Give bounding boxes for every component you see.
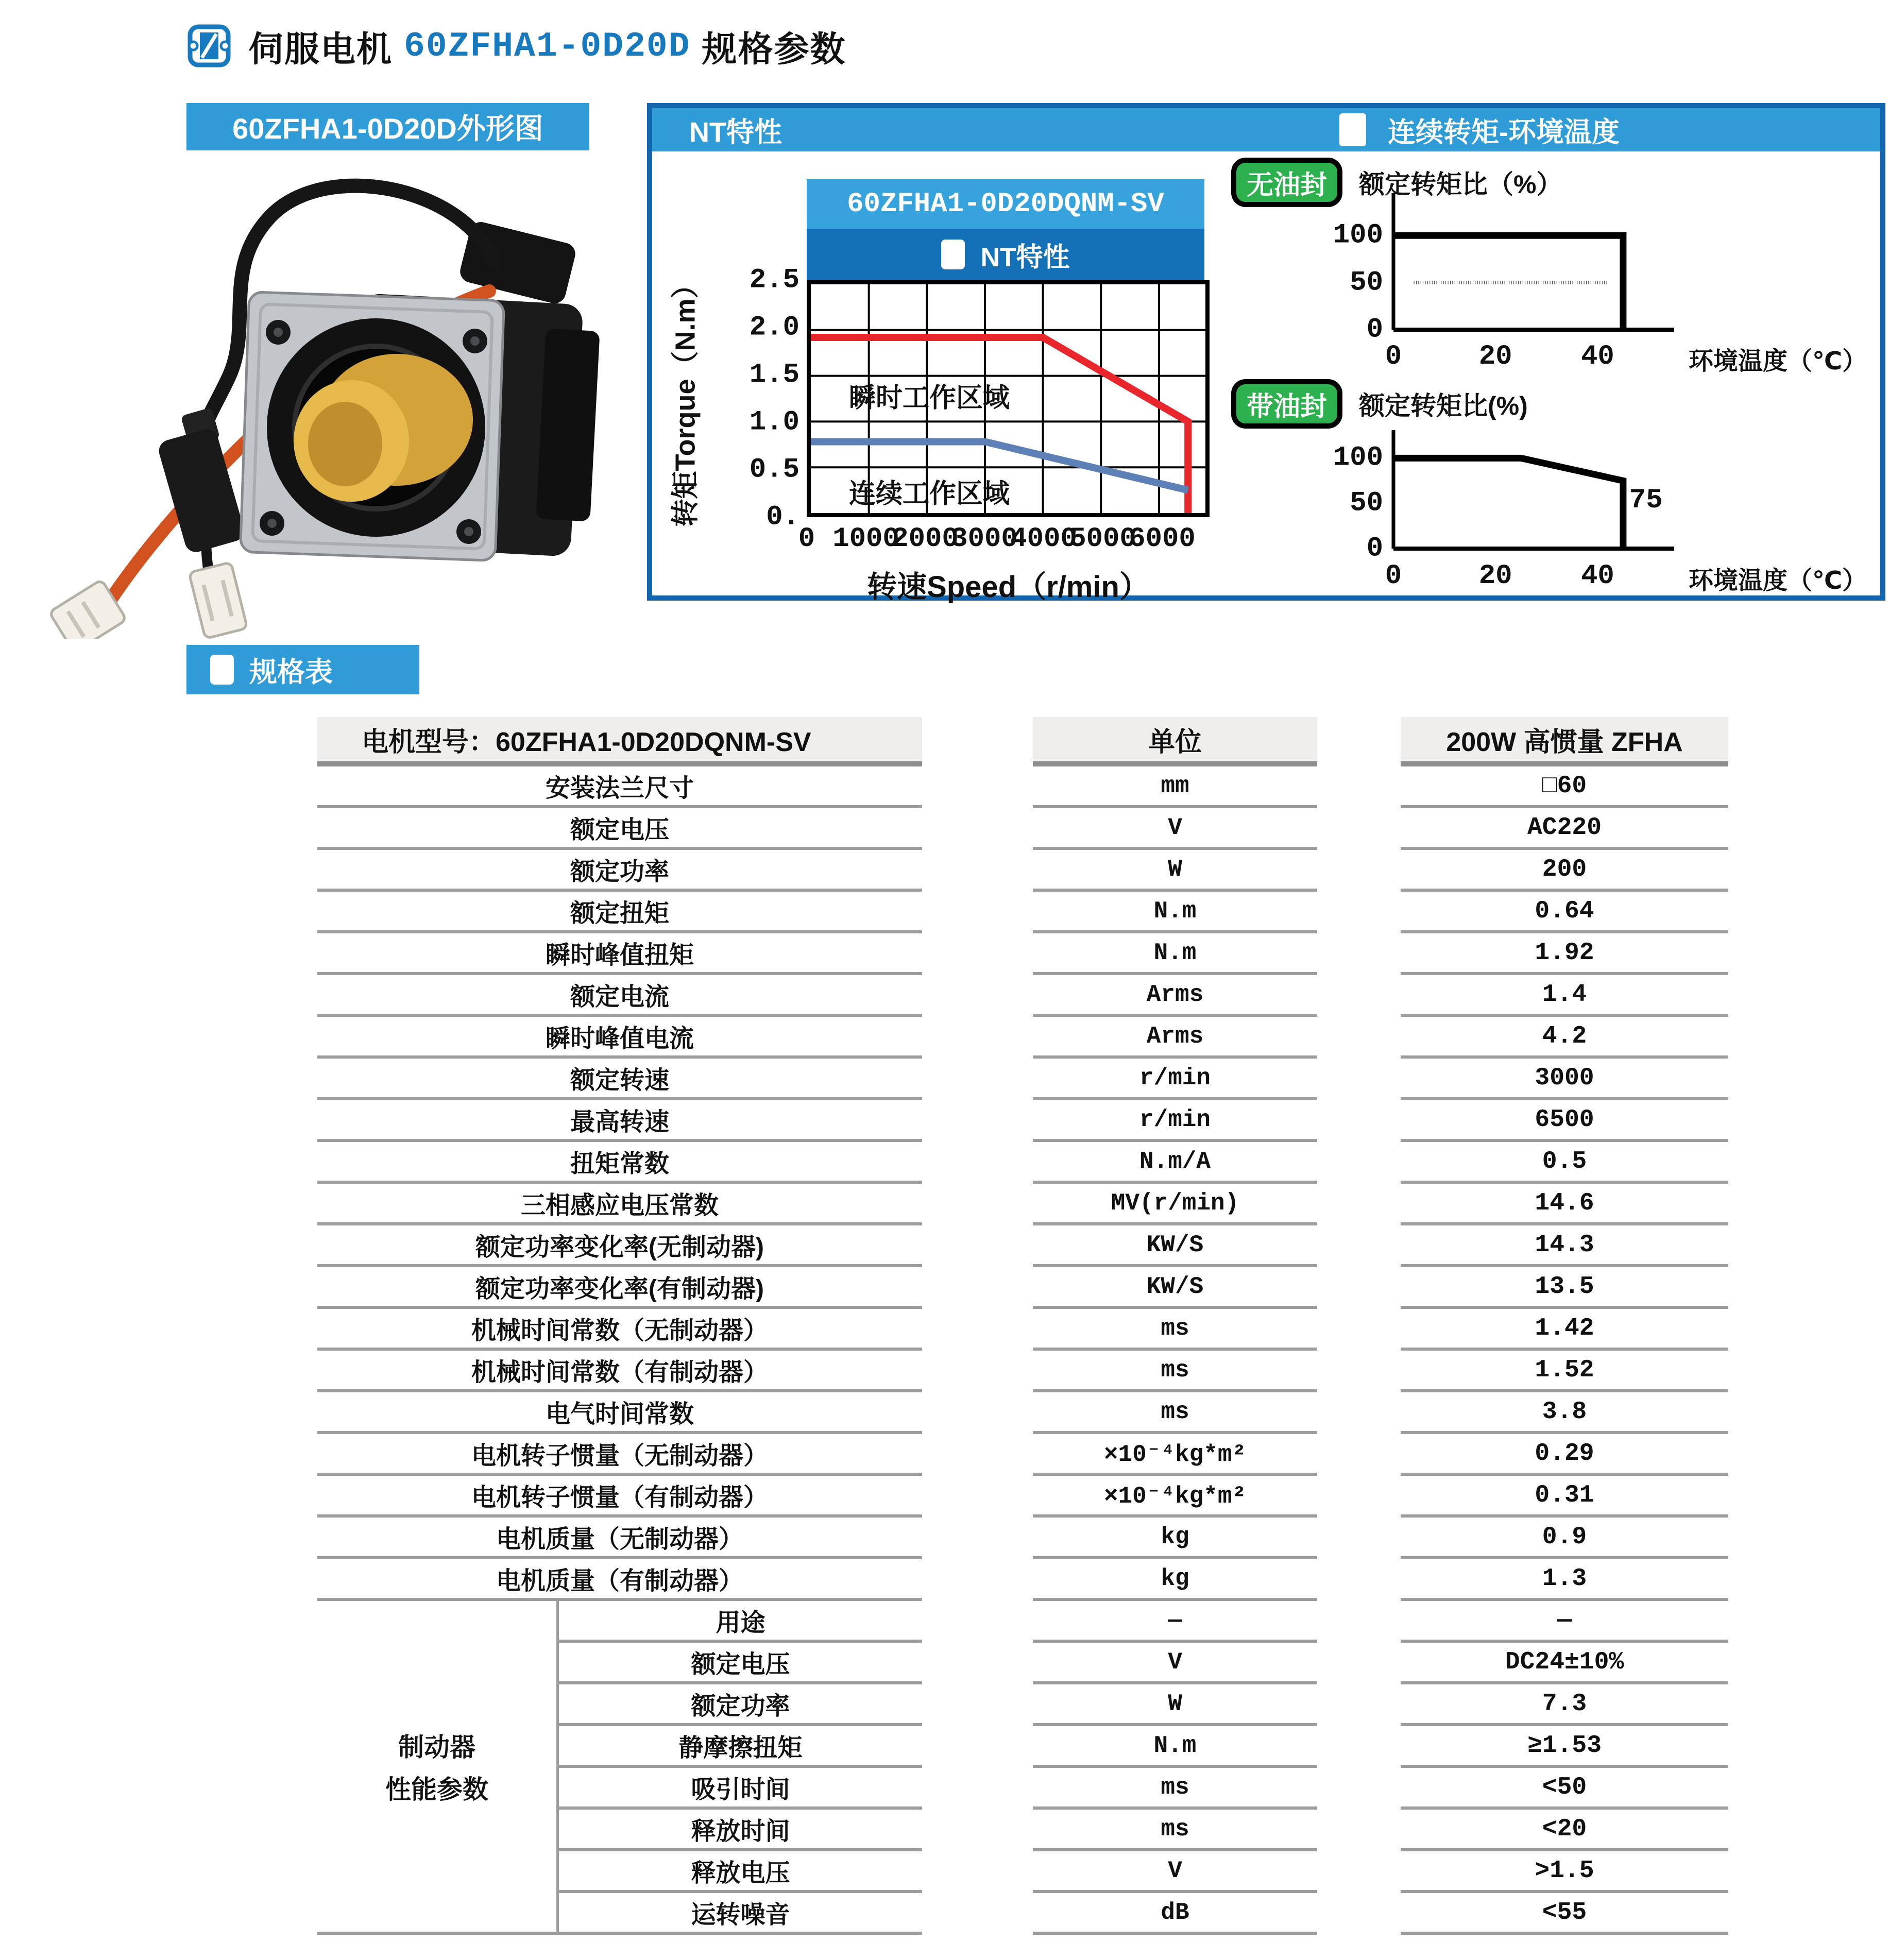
nt-chart-plot <box>807 280 1210 517</box>
temp-chart-with-seal-x-ticks <box>1385 560 1674 592</box>
spec-row-unit: kg <box>1033 1518 1317 1559</box>
spec-row-unit: r/min <box>1033 1100 1317 1142</box>
brake-group-block <box>317 1601 922 1935</box>
temp-chart-no-seal-y-ticks <box>1319 193 1383 346</box>
nt-x-tick-label: 6000 <box>1129 523 1196 555</box>
brake-row-label: 吸引时间 <box>559 1768 922 1810</box>
nt-chart-model-title: 60ZFHA1-0D20DQNM-SV <box>807 179 1204 229</box>
spec-row-value: 13.5 <box>1401 1267 1728 1309</box>
annotation-75: 75 <box>1629 484 1663 516</box>
spec-row-unit: ms <box>1033 1309 1317 1351</box>
spec-row-value: DC24±10% <box>1401 1643 1728 1684</box>
nt-y-axis-title: 转矩Torque（N.m） <box>670 270 701 527</box>
spec-row-value: 0.64 <box>1401 892 1728 933</box>
nt-x-tick-label: 4000 <box>1010 523 1077 555</box>
spec-row-unit: Arms <box>1033 975 1317 1017</box>
temp-x-tick-label: 0 <box>1385 560 1402 592</box>
spec-row-unit: — <box>1033 1601 1317 1643</box>
page-title <box>248 23 846 70</box>
spec-row-unit: Arms <box>1033 1017 1317 1059</box>
spec-row-unit: mm <box>1033 766 1317 808</box>
spec-table-param-rows <box>317 766 922 1601</box>
outline-panel-header <box>186 103 589 150</box>
spec-row-unit: kg <box>1033 1559 1317 1601</box>
spec-row-label: 三相感应电压常数 <box>317 1184 922 1225</box>
spec-row-value: 200 <box>1401 850 1728 892</box>
ratio-label-no-seal: 额定转矩比（%） <box>1359 170 1562 199</box>
spec-row-value: 1.42 <box>1401 1309 1728 1351</box>
spec-row-value: 1.4 <box>1401 975 1728 1017</box>
brake-row-label: 额定功率 <box>559 1684 922 1726</box>
nt-x-tick-label: 0 <box>798 523 815 555</box>
spec-row-label: 电机转子惯量（无制动器） <box>317 1434 922 1476</box>
spec-row-unit: N.m <box>1033 1726 1317 1768</box>
nt-y-tick-label: 1.5 <box>749 359 799 391</box>
spec-row-label: 最高转速 <box>317 1100 922 1142</box>
spec-row-label: 电机转子惯量（有制动器） <box>317 1476 922 1518</box>
temp-chart-no-seal <box>1393 193 1674 330</box>
nt-x-tick-label: 5000 <box>1069 523 1136 555</box>
nt-y-axis-ticks <box>713 264 799 533</box>
spec-row-label: 安装法兰尺寸 <box>317 766 922 808</box>
temp-axis-label-no-seal: 环境温度（℃） <box>1689 348 1867 375</box>
temp-chart-no-seal-x-ticks <box>1385 341 1674 372</box>
page-title-model: 60ZFHA1-0D20D <box>404 26 691 66</box>
spec-row-unit: W <box>1033 850 1317 892</box>
spec-table-header-value: 200W 高惯量 ZFHA <box>1401 717 1728 766</box>
chart-square-icon <box>941 240 965 269</box>
temp-axis-label-with-seal: 环境温度（℃） <box>1689 567 1867 594</box>
spec-row-value: <50 <box>1401 1768 1728 1810</box>
section-square-icon <box>1339 113 1366 146</box>
temp-y-tick-label: 50 <box>1350 267 1383 299</box>
servo-motor-icon <box>187 24 231 68</box>
spec-row-unit: ms <box>1033 1810 1317 1851</box>
with-oil-seal-badge: 带油封 <box>1231 379 1342 429</box>
spec-row-value: <20 <box>1401 1810 1728 1851</box>
temp-chart-with-seal-y-ticks <box>1319 430 1383 565</box>
temp-y-tick-label: 0 <box>1366 314 1383 346</box>
spec-row-unit: r/min <box>1033 1059 1317 1100</box>
spec-row-unit: N.m/A <box>1033 1142 1317 1184</box>
spec-row-unit: N.m <box>1033 892 1317 933</box>
brake-row-label: 释放时间 <box>559 1810 922 1851</box>
temp-panel-header-label: 连续转矩-环境温度 <box>1388 116 1620 148</box>
spec-row-value: AC220 <box>1401 808 1728 850</box>
servo-motor-illustration <box>36 155 623 639</box>
temp-x-tick-label: 40 <box>1580 560 1614 592</box>
nt-region-instant-label: 瞬时工作区域 <box>849 383 1010 413</box>
spec-table-col-units <box>1033 717 1317 1935</box>
temp-x-tick-label: 0 <box>1385 341 1402 372</box>
spec-row-label: 瞬时峰值扭矩 <box>317 933 922 975</box>
ratio-label-with-seal: 额定转矩比(%) <box>1359 391 1528 420</box>
nt-y-tick-label: 0. <box>766 501 799 533</box>
spec-row-value: 1.92 <box>1401 933 1728 975</box>
spec-row-value: 0.9 <box>1401 1518 1728 1559</box>
spec-row-value: 1.52 <box>1401 1351 1728 1392</box>
spec-row-value: 3000 <box>1401 1059 1728 1100</box>
nt-region-continuous-label: 连续工作区域 <box>849 479 1010 509</box>
spec-row-value: 0.31 <box>1401 1476 1728 1518</box>
spec-row-label: 扭矩常数 <box>317 1142 922 1184</box>
nt-x-tick-label: 3000 <box>951 523 1018 555</box>
outline-panel-title: 60ZFHA1-0D20D外形图 <box>232 112 543 145</box>
spec-row-label: 电机质量（无制动器） <box>317 1518 922 1559</box>
spec-section-header <box>186 645 419 694</box>
spec-row-value: 1.3 <box>1401 1559 1728 1601</box>
nt-panel <box>647 103 1885 604</box>
spec-row-unit: ms <box>1033 1351 1317 1392</box>
spec-row-label: 额定功率变化率(有制动器) <box>317 1267 922 1309</box>
spec-row-label: 瞬时峰值电流 <box>317 1017 922 1059</box>
brake-row-label: 用途 <box>559 1601 922 1643</box>
spec-row-value: 6500 <box>1401 1100 1728 1142</box>
spec-row-value: □60 <box>1401 766 1728 808</box>
spec-table-col-values <box>1401 717 1728 1935</box>
spec-row-value: 4.2 <box>1401 1017 1728 1059</box>
spec-row-label: 额定转速 <box>317 1059 922 1100</box>
spec-row-value: 0.5 <box>1401 1142 1728 1184</box>
brake-row-label: 静摩擦扭矩 <box>559 1726 922 1768</box>
brake-group-line1: 制动器 <box>398 1733 475 1762</box>
nt-y-tick-label: 0.5 <box>749 454 799 486</box>
spec-row-unit: KW/S <box>1033 1225 1317 1267</box>
page-title-prefix: 伺服电机 <box>248 29 393 69</box>
spec-row-unit: V <box>1033 808 1317 850</box>
nt-x-axis-ticks <box>798 523 1210 556</box>
spec-row-value: 14.6 <box>1401 1184 1728 1225</box>
spec-row-unit: ×10⁻⁴kg*m² <box>1033 1434 1317 1476</box>
brake-group-label <box>317 1601 556 1935</box>
spec-square-icon <box>210 655 234 685</box>
spec-row-value: <55 <box>1401 1893 1728 1935</box>
spec-row-label: 额定扭矩 <box>317 892 922 933</box>
spec-row-label: 额定电压 <box>317 808 922 850</box>
spec-row-label: 额定功率变化率(无制动器) <box>317 1225 922 1267</box>
temp-chart-no-seal-canvas <box>1393 193 1674 330</box>
nt-chart-subtitle-bar <box>807 229 1204 280</box>
temp-x-tick-label: 20 <box>1478 560 1512 592</box>
spec-row-value: ≥1.53 <box>1401 1726 1728 1768</box>
spec-row-label: 机械时间常数（有制动器） <box>317 1351 922 1392</box>
motor-photo <box>36 155 623 639</box>
spec-row-label: 电机质量（有制动器） <box>317 1559 922 1601</box>
brake-sub-rows <box>556 1601 922 1935</box>
spec-row-unit: ms <box>1033 1392 1317 1434</box>
spec-row-unit: MV(r/min) <box>1033 1184 1317 1225</box>
spec-row-value: 0.29 <box>1401 1434 1728 1476</box>
nt-x-tick-label: 2000 <box>892 523 959 555</box>
spec-row-unit: V <box>1033 1851 1317 1893</box>
spec-table-value-rows <box>1401 766 1728 1935</box>
temp-y-tick-label: 0 <box>1366 533 1383 565</box>
nt-panel-header <box>652 108 1880 151</box>
page-title-suffix: 规格参数 <box>702 29 846 69</box>
nt-x-tick-label: 1000 <box>832 523 899 555</box>
nt-chart-subtitle: NT特性 <box>980 242 1070 272</box>
nt-y-tick-label: 2.0 <box>749 312 799 344</box>
spec-row-label: 机械时间常数（无制动器） <box>317 1309 922 1351</box>
temp-x-tick-label: 40 <box>1580 341 1614 372</box>
spec-row-unit: ms <box>1033 1768 1317 1810</box>
nt-y-tick-label: 2.5 <box>749 264 799 296</box>
spec-table-header-unit: 单位 <box>1033 717 1317 766</box>
nt-y-tick-label: 1.0 <box>749 406 799 438</box>
nt-panel-header-left: NT特性 <box>689 116 782 148</box>
brake-row-label: 运转噪音 <box>559 1893 922 1935</box>
spec-row-unit: V <box>1033 1643 1317 1684</box>
brake-group-line2: 性能参数 <box>385 1775 488 1804</box>
temp-chart-with-seal <box>1393 430 1674 549</box>
brake-row-label: 释放电压 <box>559 1851 922 1893</box>
brake-row-label: 额定电压 <box>559 1643 922 1684</box>
temp-y-tick-label: 100 <box>1333 219 1383 251</box>
spec-row-value: — <box>1401 1601 1728 1643</box>
spec-row-value: 7.3 <box>1401 1684 1728 1726</box>
spec-row-label: 额定电流 <box>317 975 922 1017</box>
spec-row-label: 额定功率 <box>317 850 922 892</box>
no-oil-seal-badge: 无油封 <box>1231 158 1342 207</box>
spec-row-unit: KW/S <box>1033 1267 1317 1309</box>
spec-table-unit-rows <box>1033 766 1317 1935</box>
temp-panel-header <box>1339 108 1620 151</box>
spec-row-value: >1.5 <box>1401 1851 1728 1893</box>
spec-row-unit: ×10⁻⁴kg*m² <box>1033 1476 1317 1518</box>
spec-table-header-model: 电机型号：60ZFHA1-0D20DQNM-SV <box>317 717 922 766</box>
nt-x-axis-title: 转速Speed（r/min） <box>867 570 1149 604</box>
spec-section-title: 规格表 <box>249 656 333 688</box>
temp-x-tick-label: 20 <box>1478 341 1512 372</box>
spec-row-unit: N.m <box>1033 933 1317 975</box>
spec-row-unit: dB <box>1033 1893 1317 1935</box>
spec-row-value: 3.8 <box>1401 1392 1728 1434</box>
spec-table-col-params <box>317 717 922 1935</box>
spec-row-value: 14.3 <box>1401 1225 1728 1267</box>
spec-row-label: 电气时间常数 <box>317 1392 922 1434</box>
temp-y-tick-label: 100 <box>1333 442 1383 474</box>
spec-row-unit: W <box>1033 1684 1317 1726</box>
temp-y-tick-label: 50 <box>1350 487 1383 519</box>
